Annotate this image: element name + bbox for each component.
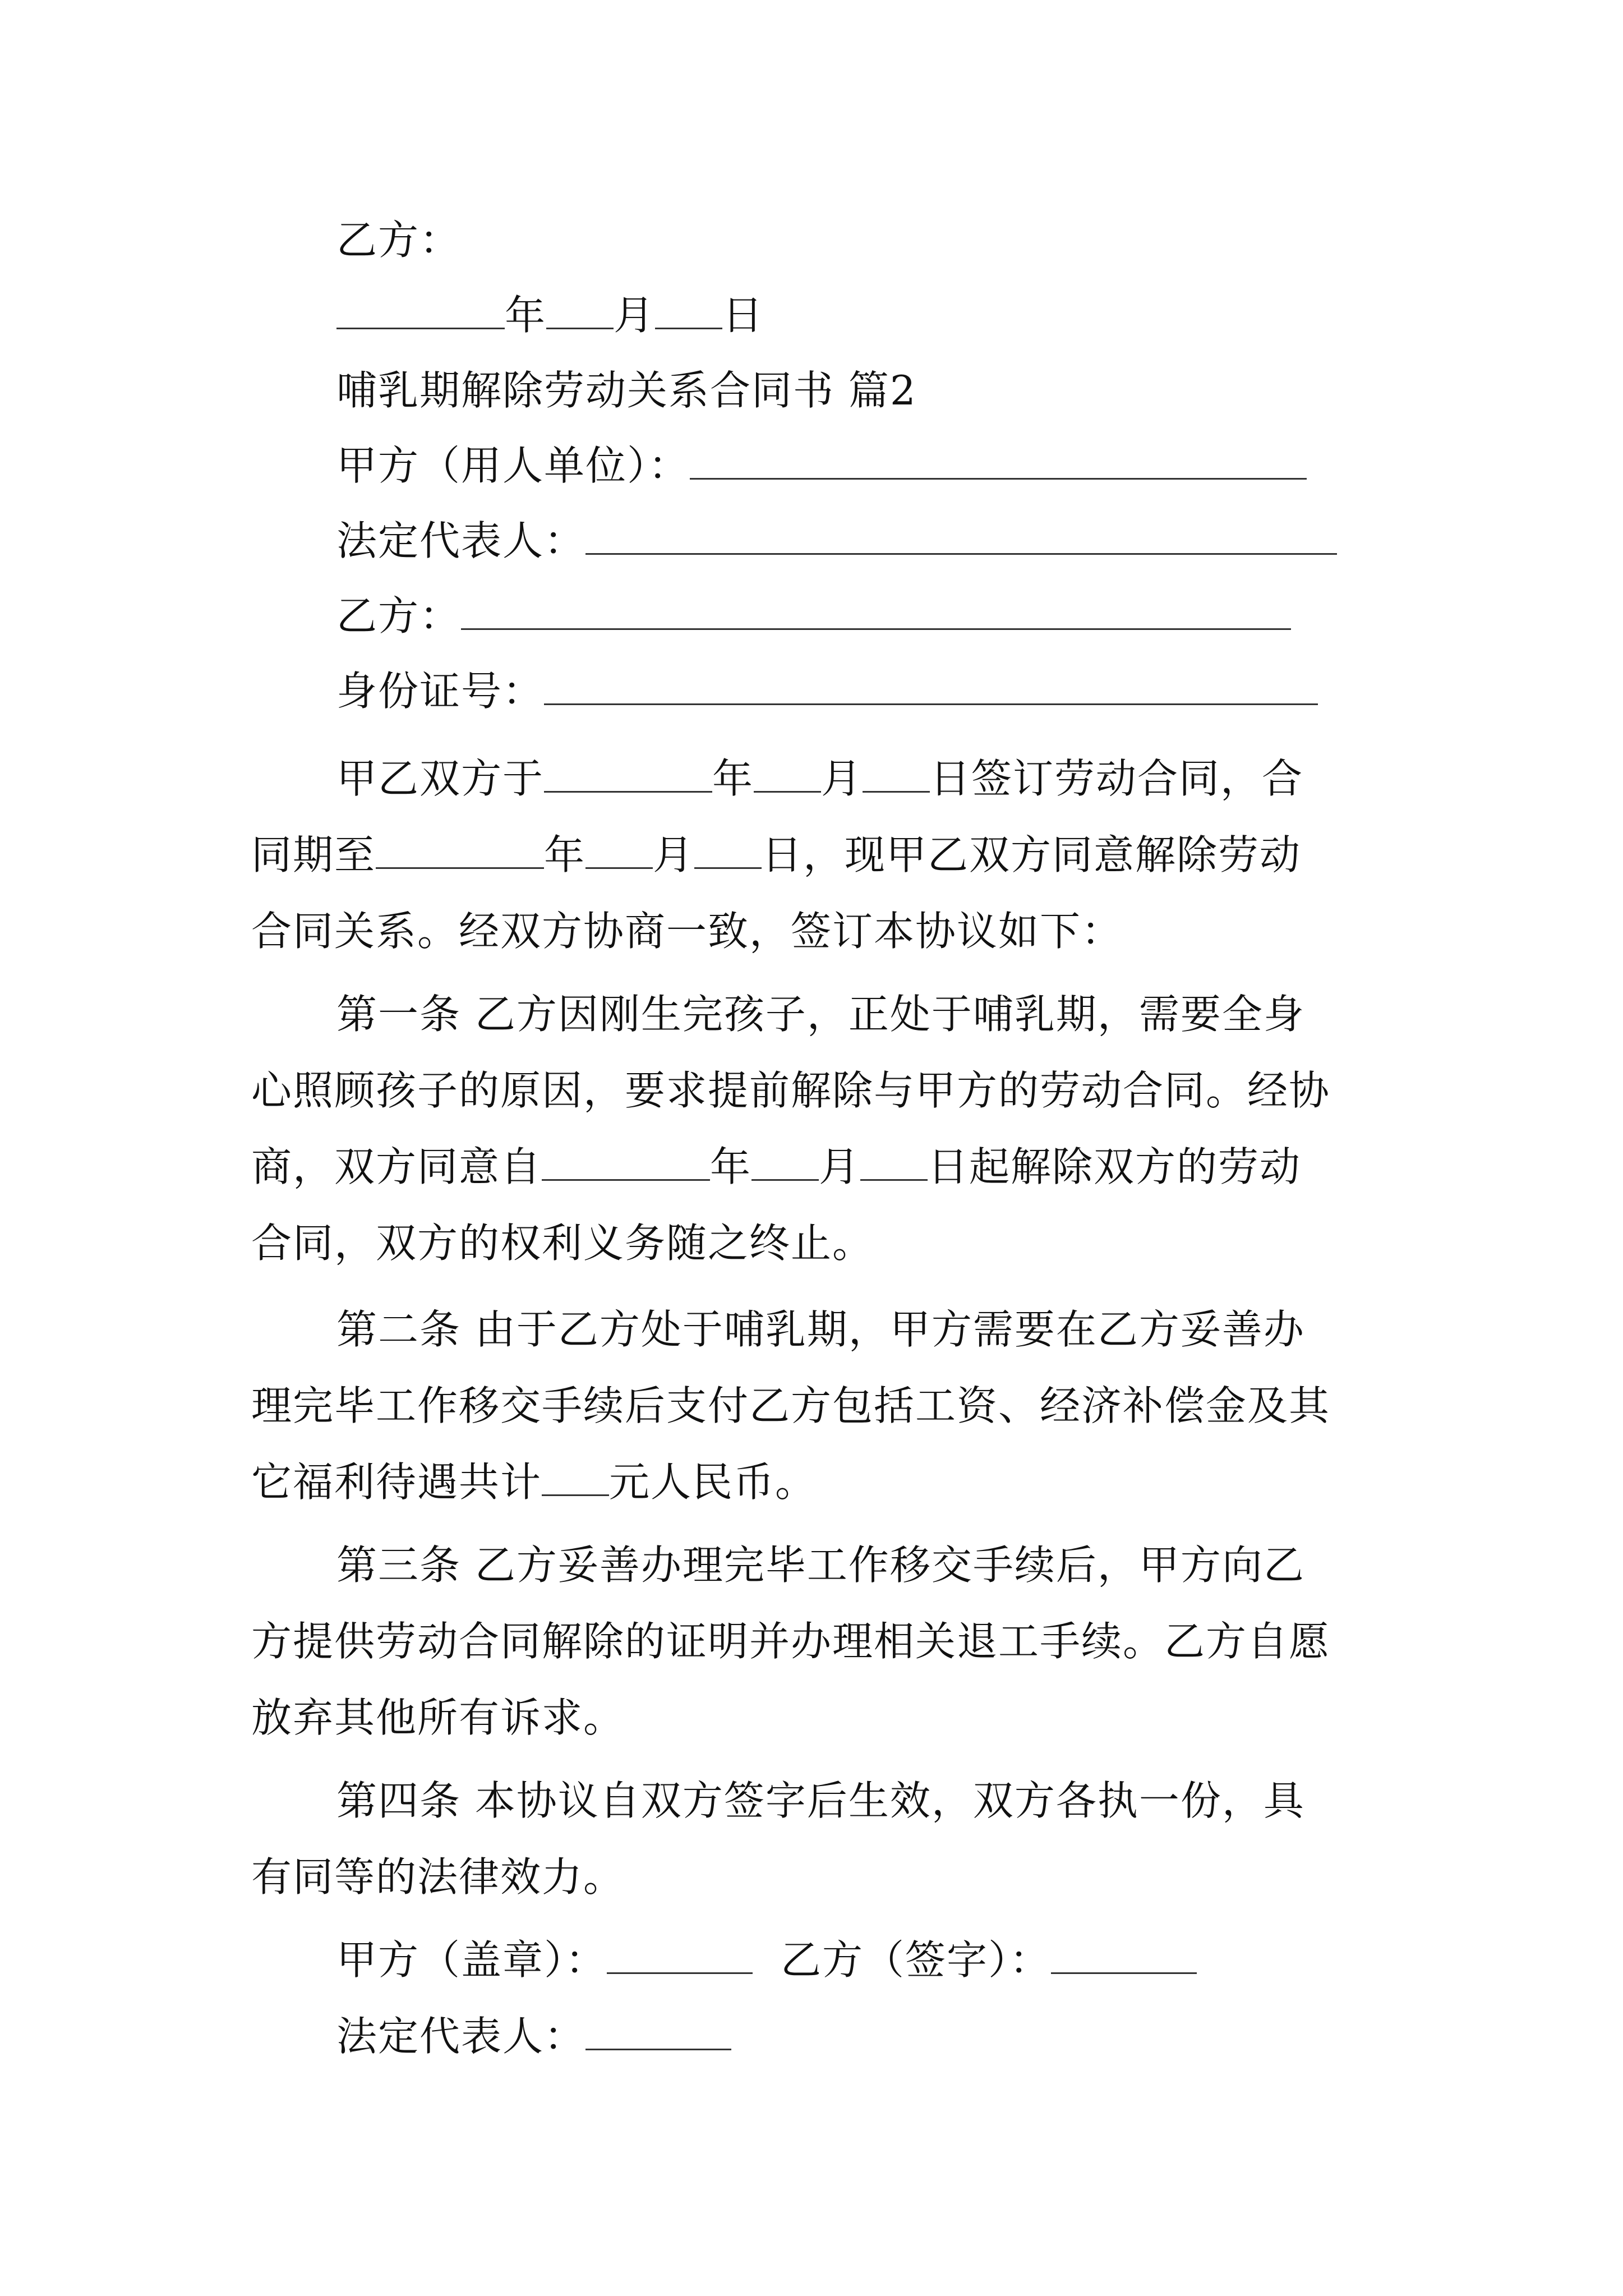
blank-day — [860, 1145, 928, 1181]
article-1-line-1 — [336, 987, 1305, 1041]
article-1-text: 年 — [710, 1143, 752, 1190]
article-2-line-1 — [336, 1303, 1305, 1356]
heading-text: 哺乳期解除劳动关系合同书 篇2 — [336, 367, 917, 414]
article-2-text: 元人民币。 — [609, 1458, 817, 1506]
article-4-text: 有同等的法律效力。 — [251, 1853, 625, 1901]
intro-text: 年 — [712, 755, 754, 802]
intro-line-3 — [251, 904, 1123, 958]
party-a-seal-blank — [607, 1939, 753, 1974]
field-id-number — [336, 664, 1318, 718]
intro-text: 日，现甲乙双方同意解除劳动 — [762, 831, 1302, 878]
article-3-line-1 — [336, 1538, 1305, 1592]
field-id-number-label: 身份证号： — [336, 668, 545, 715]
article-3-text: 放弃其他所有诉求。 — [251, 1694, 625, 1741]
article-3-line-3 — [251, 1691, 625, 1745]
blank-amount — [542, 1461, 609, 1496]
field-party-b — [336, 589, 1291, 643]
article-1-text: 月 — [819, 1143, 861, 1190]
article-4-line-2 — [251, 1850, 625, 1904]
blank-month — [546, 294, 614, 329]
blank-month — [751, 1145, 819, 1181]
article-3-text: 第三条 乙方妥善办理完毕工作移交手续后，甲方向乙 — [336, 1542, 1305, 1589]
intro-text: 日签订劳动合同，合 — [930, 755, 1304, 802]
legal-rep-sign-blank — [585, 2015, 731, 2050]
blank-year — [376, 834, 544, 869]
field-party-b-blank — [461, 595, 1291, 630]
party-b-top-label — [336, 213, 461, 267]
blank-year — [336, 294, 505, 329]
article-2-text: 它福利待遇共计 — [251, 1458, 542, 1506]
blank-month — [754, 757, 821, 793]
article-4-line-1 — [336, 1774, 1305, 1828]
year-label: 年 — [505, 292, 547, 339]
field-party-a-blank — [690, 444, 1307, 480]
signature-line-2 — [336, 2009, 731, 2063]
intro-text: 年 — [544, 831, 586, 878]
blank-month — [585, 834, 653, 869]
date-line-top — [336, 288, 764, 342]
article-1-line-4 — [251, 1216, 874, 1270]
blank-year — [544, 757, 712, 793]
article-1-line-3 — [251, 1140, 1301, 1194]
article-2-line-3 — [251, 1455, 817, 1509]
field-legal-rep-label: 法定代表人： — [336, 517, 586, 564]
intro-text: 甲乙双方于 — [336, 755, 545, 802]
article-2-text: 第二条 由于乙方处于哺乳期，甲方需要在乙方妥善办 — [336, 1306, 1305, 1353]
field-legal-rep — [336, 514, 1337, 568]
article-1-line-2 — [251, 1064, 1330, 1117]
article-3-line-2 — [251, 1614, 1330, 1668]
article-1-text: 日起解除双方的劳动 — [928, 1143, 1302, 1190]
legal-rep-sign-label: 法定代表人： — [336, 2013, 586, 2060]
party-b-top-text: 乙方： — [336, 217, 462, 264]
field-party-a-label: 甲方（用人单位）： — [336, 442, 690, 489]
article-1-text: 商，双方同意自 — [251, 1143, 542, 1190]
day-label: 日 — [722, 292, 764, 339]
intro-line-1 — [336, 752, 1303, 806]
party-a-seal-label: 甲方（盖章）： — [336, 1936, 607, 1984]
intro-text: 同期至 — [251, 831, 376, 878]
party-b-sign-label: 乙方（签字）： — [781, 1936, 1052, 1984]
blank-year — [542, 1145, 710, 1181]
signature-line-1 — [336, 1933, 1197, 1987]
field-party-b-label: 乙方： — [336, 592, 462, 639]
intro-text: 月 — [821, 755, 863, 802]
article-4-text: 第四条 本协议自双方签字后生效，双方各执一份，具 — [336, 1777, 1305, 1824]
intro-text: 合同关系。经双方协商一致，签订本协议如下： — [251, 908, 1123, 955]
article-3-text: 方提供劳动合同解除的证明并办理相关退工手续。乙方自愿 — [251, 1618, 1331, 1665]
blank-day — [694, 834, 762, 869]
document-heading — [336, 364, 917, 417]
party-b-sign-blank — [1051, 1939, 1197, 1974]
intro-text: 月 — [653, 831, 695, 878]
field-legal-rep-blank — [585, 519, 1337, 555]
article-2-line-2 — [251, 1379, 1330, 1433]
field-id-number-blank — [544, 670, 1318, 705]
blank-day — [863, 757, 930, 793]
article-1-text: 第一条 乙方因刚生完孩子，正处于哺乳期，需要全身 — [336, 991, 1305, 1038]
intro-line-2 — [251, 828, 1301, 882]
field-party-a — [336, 439, 1307, 493]
article-2-text: 理完毕工作移交手续后支付乙方包括工资、经济补偿金及其 — [251, 1382, 1331, 1429]
article-1-text: 心照顾孩子的原因，要求提前解除与甲方的劳动合同。经协 — [251, 1067, 1331, 1114]
blank-day — [655, 294, 722, 329]
month-label: 月 — [614, 292, 656, 339]
article-1-text: 合同，双方的权利义务随之终止。 — [251, 1220, 874, 1267]
